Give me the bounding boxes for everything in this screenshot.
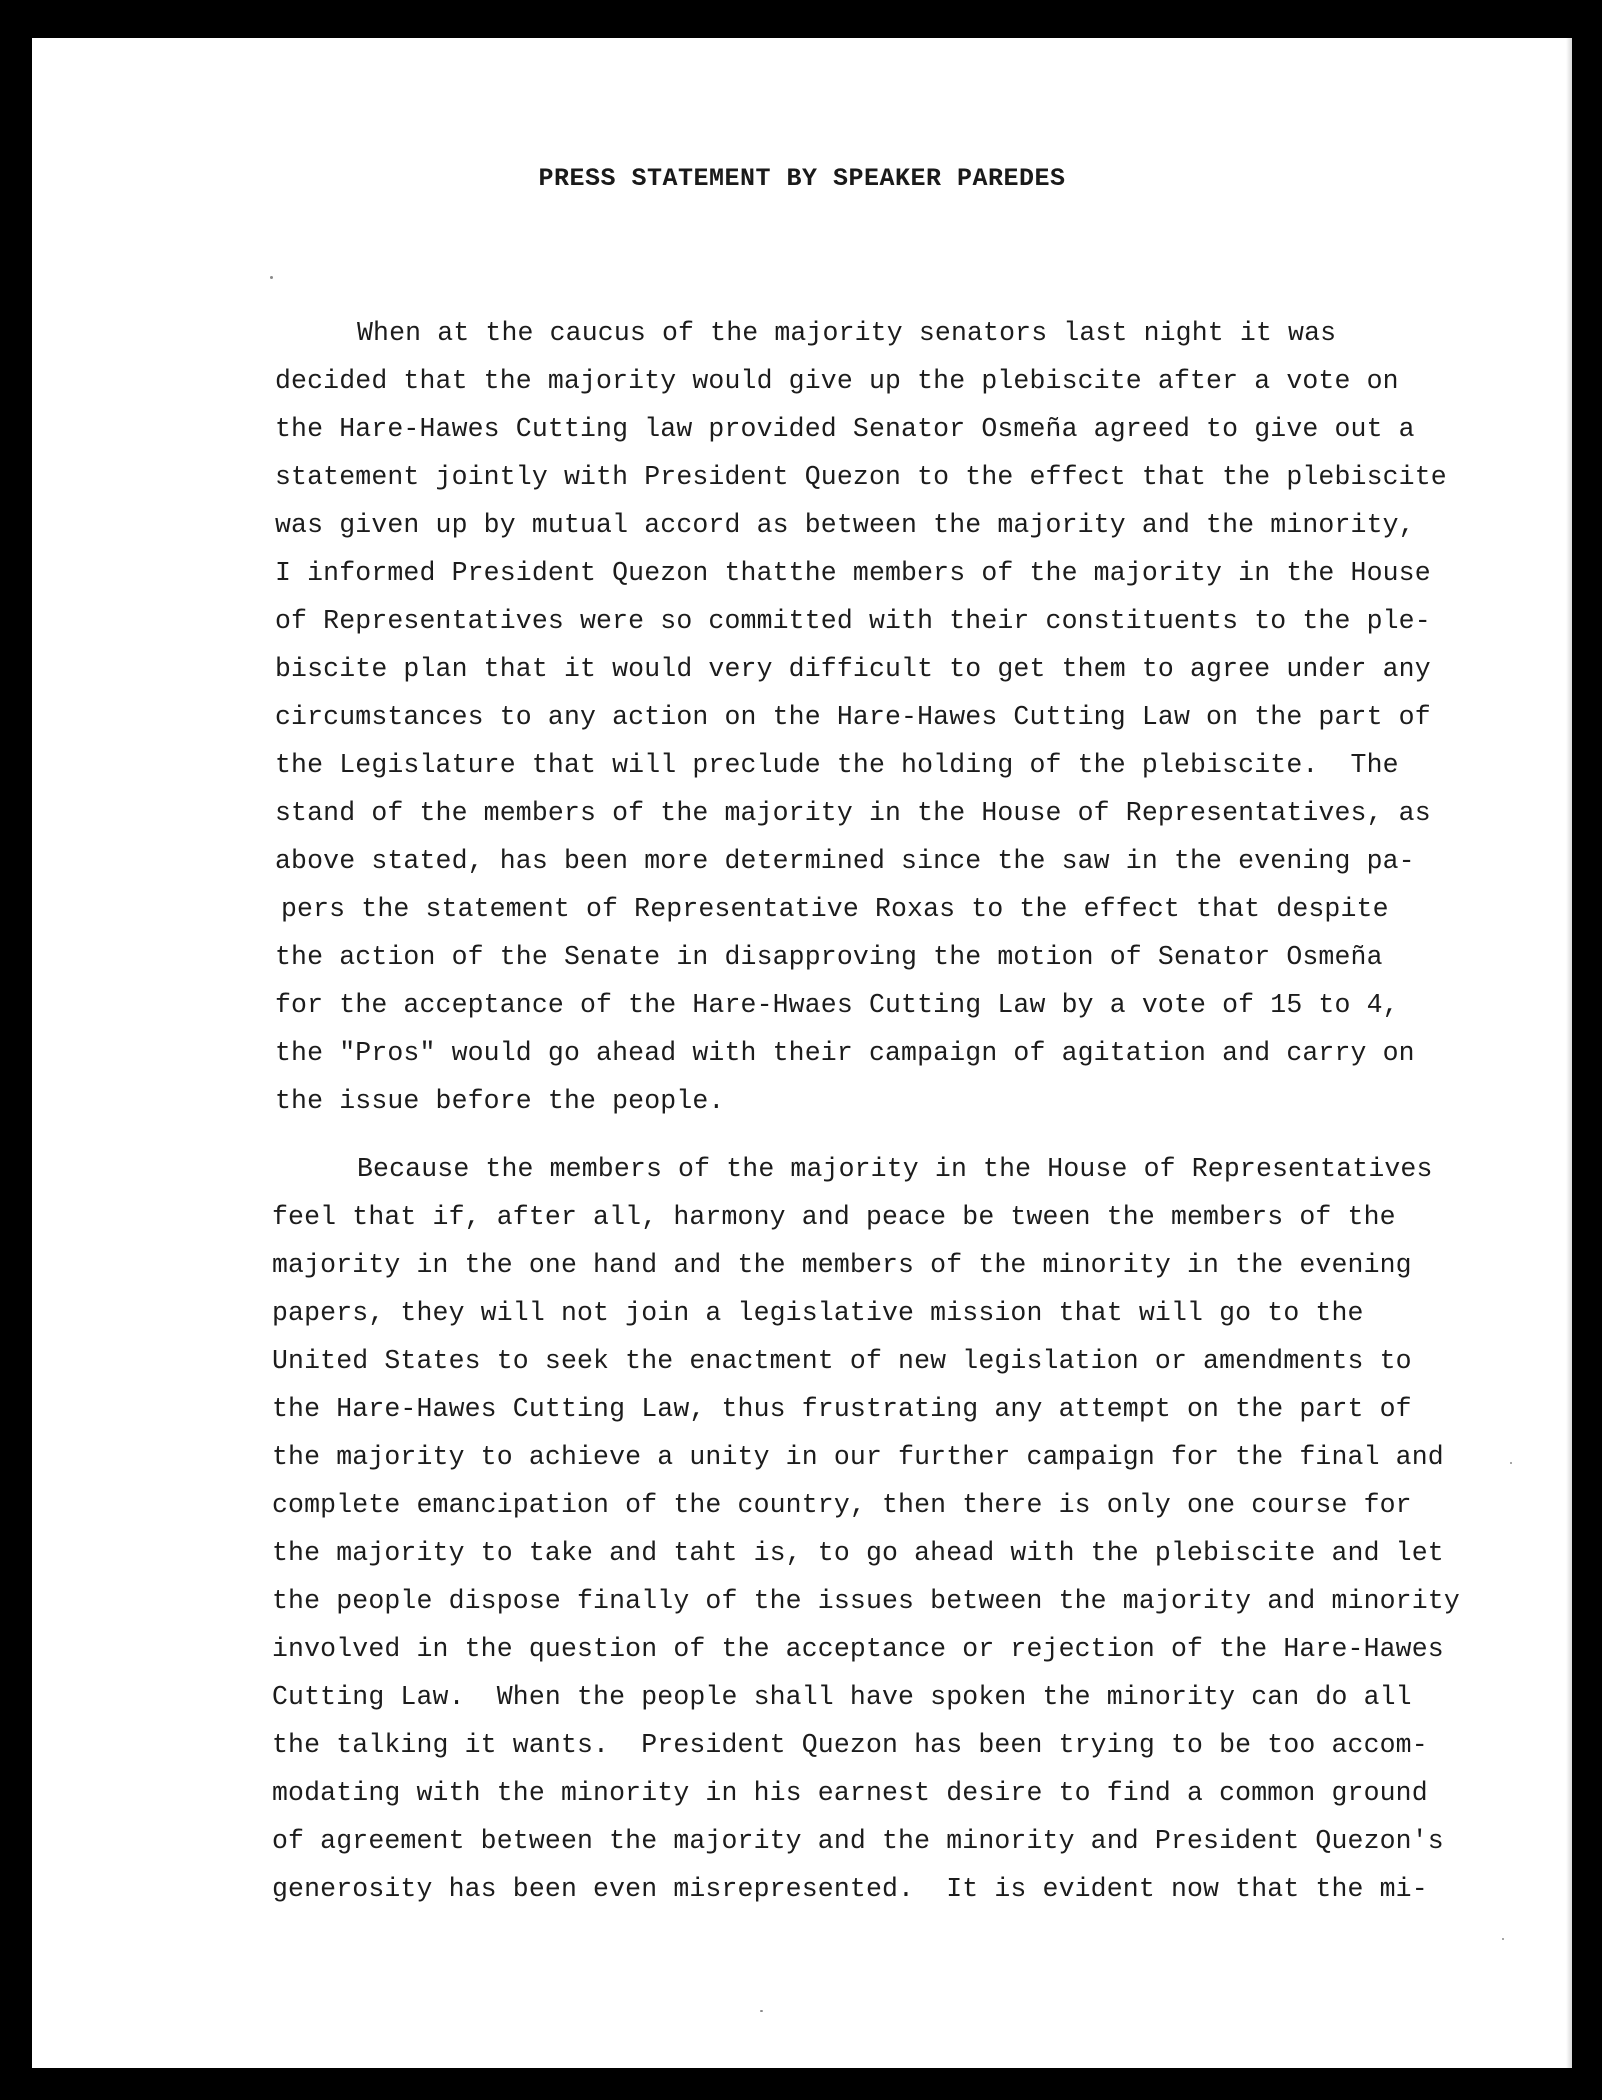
paragraph-1-line-17: the issue before the people. (275, 1086, 725, 1116)
paragraph-1-line-9: circumstances to any action on the Hare-Hawes Cutting Law on the part of (275, 702, 1431, 732)
paragraph-1-line-4: statement jointly with President Quezon to the effect that the plebiscite (275, 462, 1447, 492)
paragraph-1-line-16: the "Pros" would go ahead with their campaign of agitation and carry on (275, 1038, 1415, 1068)
paragraph-2-line-7: the majority to achieve a unity in our further campaign for the final and (272, 1442, 1444, 1472)
scan-speck (270, 276, 273, 279)
document-page (32, 38, 1572, 2068)
paragraph-2-line-1: Because the members of the majority in the House of Representatives (357, 1154, 1433, 1184)
paragraph-2-line-10: the people dispose finally of the issues between the majority and minority (272, 1586, 1460, 1616)
paragraph-2-line-16: generosity has been even misrepresented. It is evident now that the mi- (272, 1874, 1428, 1904)
paragraph-2-line-6: the Hare-Hawes Cutting Law, thus frustrating any attempt on the part of (272, 1394, 1412, 1424)
paragraph-1-line-12: above stated, has been more determined since the saw in the evening pa- (275, 846, 1415, 876)
paragraph-1-line-14: the action of the Senate in disapproving the motion of Senator Osmeña (275, 942, 1383, 972)
paragraph-2-line-14: modating with the minority in his earnest desire to find a common ground (272, 1778, 1428, 1808)
paragraph-1-line-5: was given up by mutual accord as between the majority and the minority, (275, 510, 1415, 540)
paragraph-2-line-11: involved in the question of the acceptance or rejection of the Hare-Hawes (272, 1634, 1444, 1664)
paragraph-1-line-11: stand of the members of the majority in the House of Representatives, as (275, 798, 1431, 828)
paragraph-1-line-3: the Hare-Hawes Cutting law provided Senator Osmeña agreed to give out a (275, 414, 1415, 444)
paragraph-2-line-3: majority in the one hand and the members of the minority in the evening (272, 1250, 1412, 1280)
paragraph-1-line-6: I informed President Quezon thatthe members of the majority in the House (275, 558, 1431, 588)
paragraph-2-line-5: United States to seek the enactment of new legislation or amendments to (272, 1346, 1412, 1376)
document-title: PRESS STATEMENT BY SPEAKER PAREDES (538, 164, 1066, 193)
paragraph-2-line-2: feel that if, after all, harmony and peace be tween the members of the (272, 1202, 1396, 1232)
scan-speck (1502, 1938, 1504, 1940)
paragraph-2-line-13: the talking it wants. President Quezon has been trying to be too accom- (272, 1730, 1428, 1760)
paragraph-1-line-2: decided that the majority would give up the plebiscite after a vote on (275, 366, 1399, 396)
paragraph-1-line-8: biscite plan that it would very difficult to get them to agree under any (275, 654, 1431, 684)
paragraph-1-line-1: When at the caucus of the majority senators last night it was (357, 318, 1337, 348)
paragraph-1-line-13: pers the statement of Representative Roxas to the effect that despite (281, 894, 1389, 924)
scan-speck (1510, 1462, 1512, 1464)
paragraph-1-line-15: for the acceptance of the Hare-Hwaes Cutting Law by a vote of 15 to 4, (275, 990, 1399, 1020)
paragraph-1-line-10: the Legislature that will preclude the holding of the plebiscite. The (275, 750, 1399, 780)
paragraph-2-line-12: Cutting Law. When the people shall have spoken the minority can do all (272, 1682, 1412, 1712)
paragraph-2-line-8: complete emancipation of the country, then there is only one course for (272, 1490, 1412, 1520)
page-edge-shadow (1566, 38, 1572, 2068)
paragraph-2-line-4: papers, they will not join a legislative mission that will go to the (272, 1298, 1364, 1328)
paragraph-2-line-9: the majority to take and taht is, to go ahead with the plebiscite and let (272, 1538, 1444, 1568)
scan-speck (760, 2010, 763, 2012)
paragraph-2-line-15: of agreement between the majority and the minority and President Quezon's (272, 1826, 1444, 1856)
paragraph-1-line-7: of Representatives were so committed with their constituents to the ple- (275, 606, 1431, 636)
